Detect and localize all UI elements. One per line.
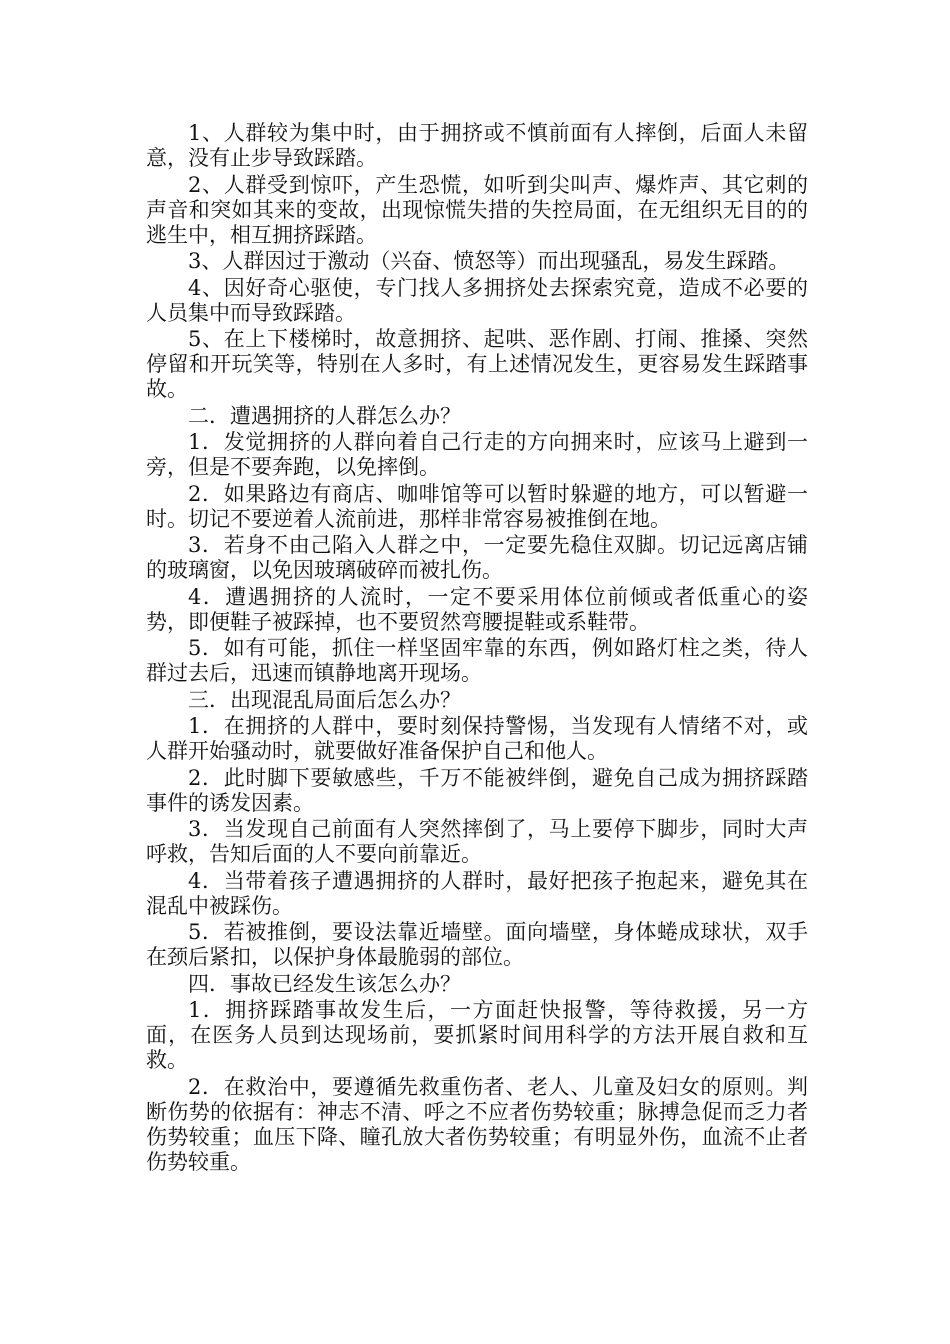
paragraph-cause-1: 1、人群较为集中时，由于拥挤或不慎前面有人摔倒，后面人未留意，没有止步导致踩踏。: [146, 121, 808, 170]
paragraph-crowd-4: 4．遭遇拥挤的人流时，一定不要采用体位前倾或者低重心的姿势，即便鞋子被踩掉，也不要贸然弯腰提鞋或系鞋带。: [146, 584, 808, 634]
paragraph-crowd-5: 5．如有可能，抓住一样坚固牢靠的东西，例如路灯柱之类，待人群过去后，迅速而镇静地离开现场。: [146, 636, 808, 685]
paragraph-crowd-2: 2．如果路边有商店、咖啡馆等可以暂时躲避的地方，可以暂避一时。切记不要逆着人流前进，那样非常容易被推倒在地。: [146, 481, 808, 531]
section-heading-chaos: 三．出现混乱局面后怎么办？: [188, 687, 461, 712]
paragraph-cause-4: 4、因好奇心驱使，专门找人多拥挤处去探索究竟，造成不必要的人员集中而导致踩踏。: [146, 275, 808, 325]
paragraph-accident-1: 1．拥挤踩踏事故发生后，一方面赶快报警，等待救援，另一方面，在医务人员到达现场前，要抓紧时间用科学的方法开展自救和互救。: [146, 998, 808, 1072]
paragraph-chaos-4: 4．当带着孩子遭遇拥挤的人群时，最好把孩子抱起来，避免其在混乱中被踩伤。: [146, 868, 808, 918]
paragraph-crowd-1: 1．发觉拥挤的人群向着自己行走的方向拥来时，应该马上避到一旁，但是不要奔跑，以免摔倒。: [146, 430, 808, 479]
paragraph-chaos-1: 1．在拥挤的人群中，要时刻保持警惕，当发现有人情绪不对，或人群开始骚动时，就要做好准备保护自己和他人。: [146, 714, 808, 763]
paragraph-chaos-5: 5．若被推倒，要设法靠近墙壁。面向墙壁，身体蜷成球状，双手在颈后紧扣，以保护身体最脆弱的部位。: [146, 920, 808, 969]
paragraph-chaos-3: 3．当发现自己前面有人突然摔倒了，马上要停下脚步，同时大声呼救，告知后面的人不要向前靠近。: [146, 817, 808, 866]
paragraph-cause-2: 2、人群受到惊吓，产生恐慌，如听到尖叫声、爆炸声、其它刺的声音和突如其来的变故，出现惊慌失措的失控局面，在无组织无目的的逃生中，相互拥挤踩踏。: [146, 172, 808, 247]
section-heading-accident: 四．事故已经发生该怎么办？: [188, 971, 461, 996]
section-heading-crowd: 二．遭遇拥挤的人群怎么办？: [188, 403, 461, 428]
paragraph-cause-5: 5、在上下楼梯时，故意拥挤、起哄、恶作剧、打闹、推搡、突然停留和开玩笑等，特别在人多时，有上述情况发生，更容易发生踩踏事故。: [146, 327, 808, 401]
paragraph-chaos-2: 2．此时脚下要敏感些，千万不能被绊倒，避免自己成为拥挤踩踏事件的诱发因素。: [146, 765, 808, 815]
paragraph-accident-2: 2．在救治中，要遵循先救重伤者、老人、儿童及妇女的原则。判断伤势的依据有：神志不清、呼之不应者伤势较重；脉搏急促而乏力者伤势较重；血压下降、瞳孔放大者伤势较重；有明显外伤，血流不止者伤势较重。: [146, 1074, 808, 1174]
paragraph-crowd-3: 3．若身不由己陷入人群之中，一定要先稳住双脚。切记远离店铺的玻璃窗，以免因玻璃破碎而被扎伤。: [146, 533, 808, 582]
paragraph-cause-3: 3、人群因过于激动（兴奋、愤怒等）而出现骚乱，易发生踩踏。: [188, 249, 790, 273]
document-body: [146, 121, 808, 1176]
